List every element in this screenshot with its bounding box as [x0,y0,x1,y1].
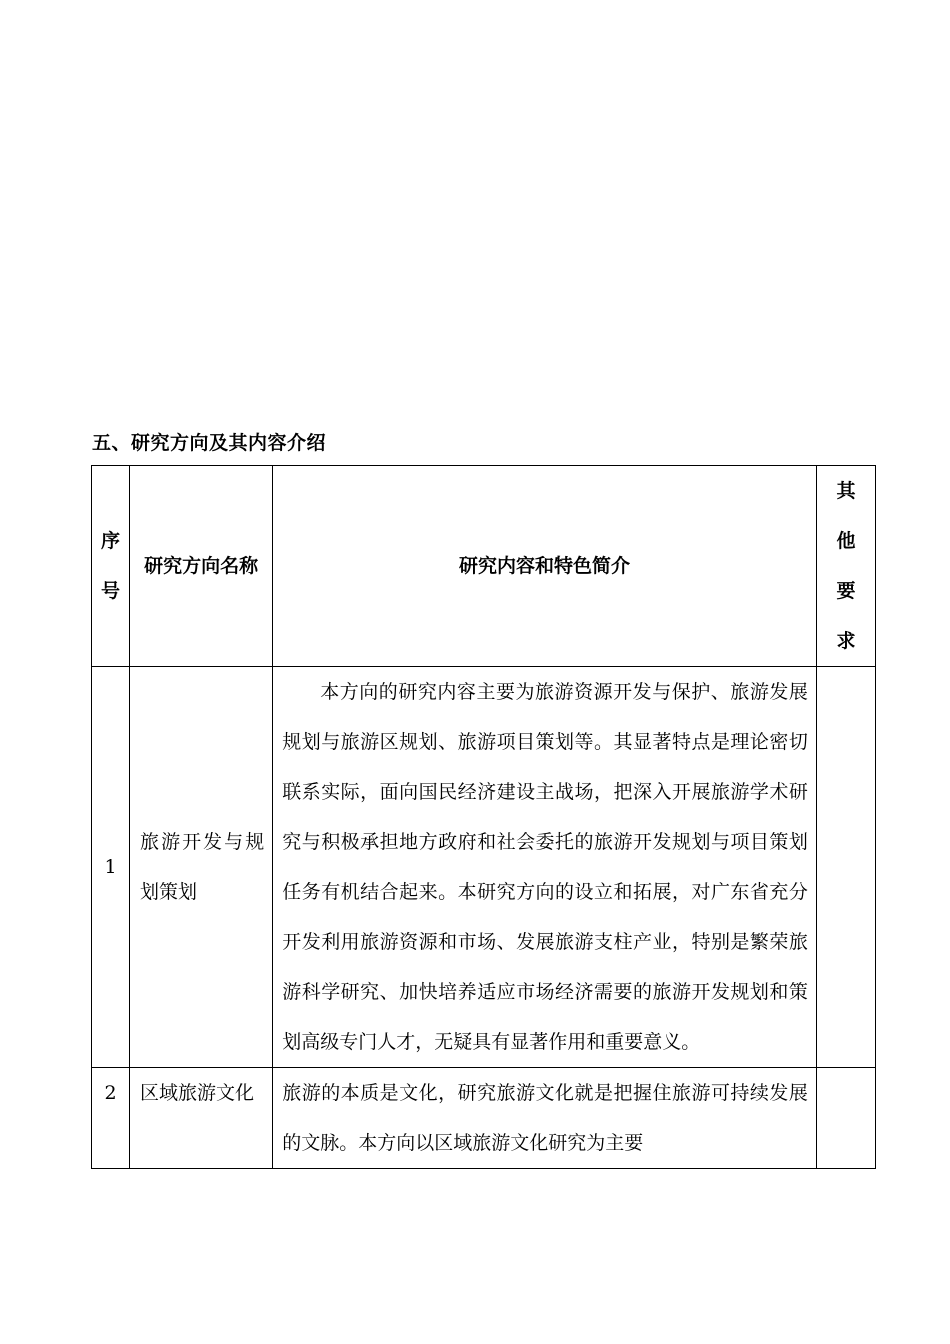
header-content: 研究内容和特色简介 [273,466,817,667]
row-content: 本方向的研究内容主要为旅游资源开发与保护、旅游发展规划与旅游区规划、旅游项目策划等。其显著特点是理论密切联系实际，面向国民经济建设主战场，把深入开展旅游学术研究与积极承担地方政府和社会委托的旅游开发规划与项目策划任务有机结合起来。本研究方向的设立和拓展，对广东省充分开发利用旅游资源和市场、发展旅游支柱产业，特别是繁荣旅游科学研究、加快培养适应市场经济需要的旅游开发规划和策划高级专门人才，无疑具有显著作用和重要意义。 [273,667,817,1068]
table-header-row [92,466,876,667]
header-other: 其 他 要 求 [816,466,875,667]
row-no: 1 [92,667,130,1068]
section-title: 五、研究方向及其内容介绍 [92,432,327,454]
row-other [816,667,875,1068]
header-no: 序号 [92,466,130,667]
row-content: 旅游的本质是文化，研究旅游文化就是把握住旅游可持续发展的文脉。本方向以区域旅游文化研究为主要 [273,1068,817,1169]
row-other [816,1068,875,1169]
research-directions-table [91,465,876,1169]
row-name: 区域旅游文化 [130,1068,273,1169]
table-row [92,667,876,1068]
row-name: 旅游开发与规划策划 [130,667,273,1068]
header-name: 研究方向名称 [130,466,273,667]
row-no: 2 [92,1068,130,1169]
table-row [92,1068,876,1169]
